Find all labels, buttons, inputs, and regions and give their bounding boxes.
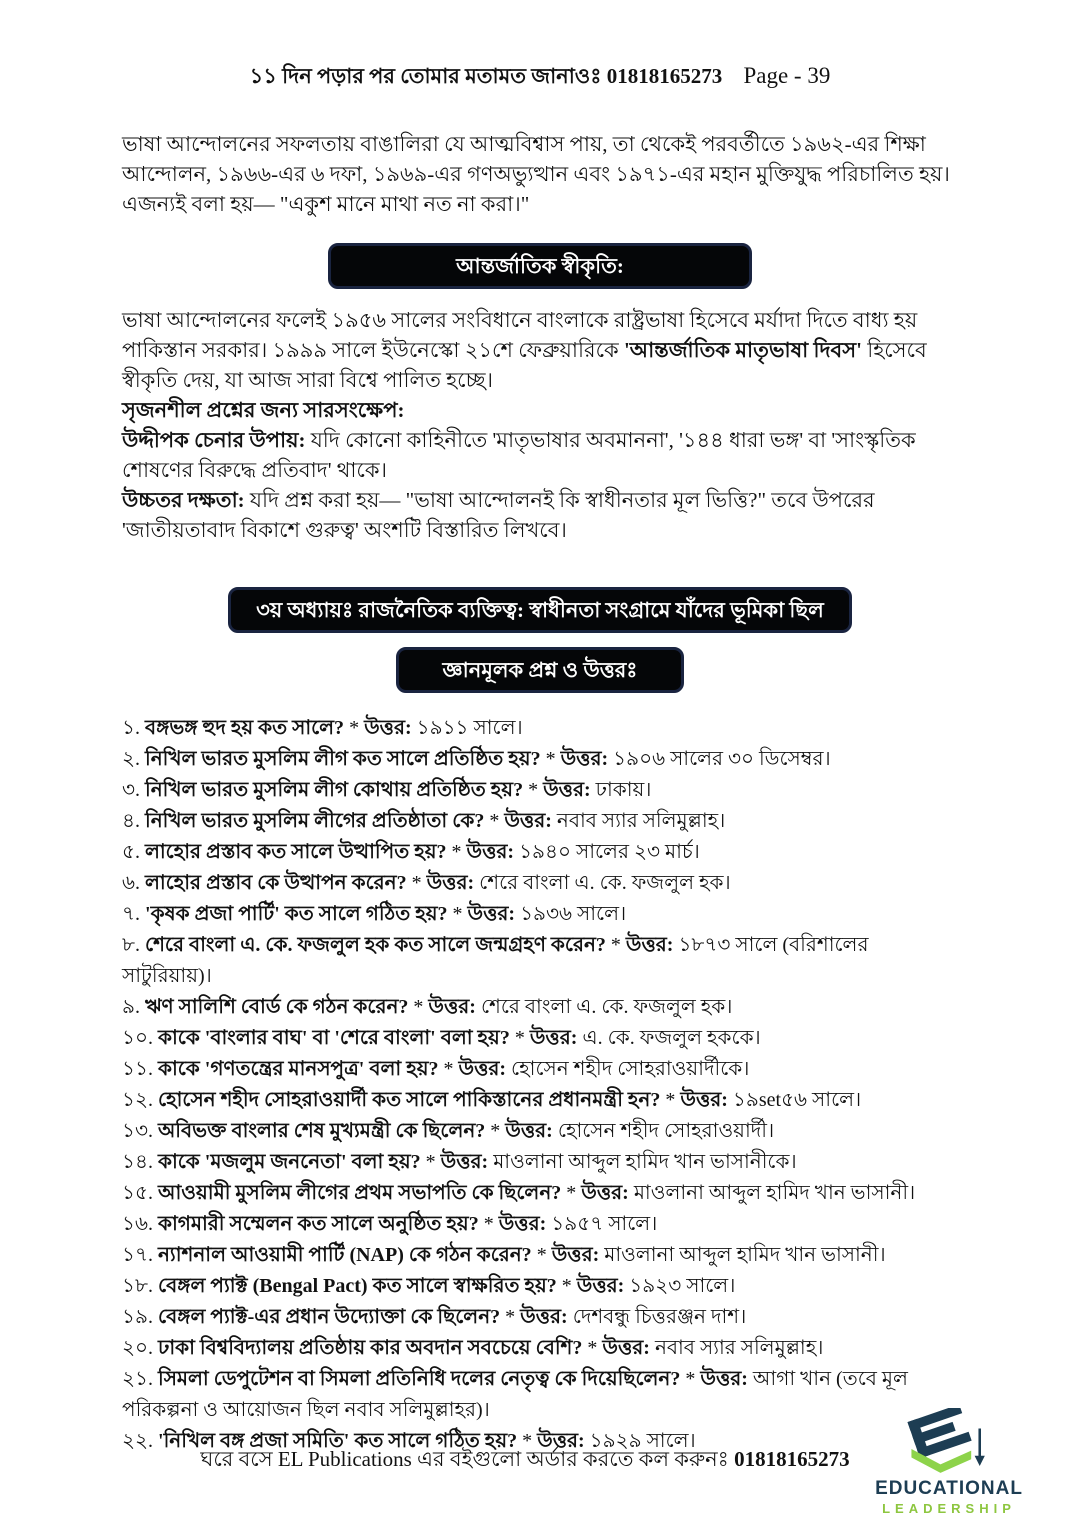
qa-item [122, 1271, 958, 1302]
qa-answer: ১৯৪০ সালের ২৩ মার্চ। [519, 841, 700, 863]
qa-number: ১২. [122, 1089, 153, 1111]
qa-item [122, 868, 958, 899]
qa-number: ১৭. [122, 1244, 153, 1266]
qa-separator: * [566, 1182, 577, 1204]
qa-item [122, 1147, 958, 1178]
qa-separator: * [451, 841, 462, 863]
qa-item [122, 775, 958, 806]
qa-item [122, 1116, 958, 1147]
qa-separator: * [561, 1275, 572, 1297]
qa-answer-label: উত্তর: [581, 1182, 629, 1204]
qa-answer-label: উত্তর: [504, 810, 552, 832]
qa-answer-label: উত্তর: [700, 1368, 748, 1390]
qa-number: ১৮. [122, 1275, 153, 1297]
qa-answer-label: উত্তর: [364, 717, 412, 739]
qa-question: ঋণ সালিশি বোর্ড কে গঠন করেন? [144, 996, 409, 1018]
qa-question: বেঙ্গল প্যাক্ট-এর প্রধান উদ্যোক্তা কে ছিলেন? [157, 1306, 501, 1328]
qa-answer-label: উত্তর: [529, 1027, 578, 1049]
qa-answer: শেরে বাংলা এ. কে. ফজলুল হক। [479, 872, 731, 894]
qa-item [122, 806, 958, 837]
stimulus-tip-line [122, 425, 958, 485]
qa-number: ৩. [122, 779, 141, 801]
qa-question: ন্যাশনাল আওয়ামী পার্টি (NAP) কে গঠন করেন? [157, 1244, 532, 1266]
qa-question: কাকে 'বাংলার বাঘ' বা 'শেরে বাংলা' বলা হয়? [157, 1027, 510, 1049]
qa-separator: * [425, 1151, 436, 1173]
qa-question: লাহোর প্রস্তাব কে উত্থাপন করেন? [145, 872, 407, 894]
stimulus-tip-text: যদি কোনো কাহিনীতে 'মাতৃভাষার অবমাননা', '১৪৪ ধারা ভঙ্গ' বা 'সাংস্কৃতিক শোষণের বিরুদ্ধে প্রতিবাদ' থাকে। [122, 428, 916, 482]
qa-question: বেঙ্গল প্যাক্ট (Bengal Pact) কত সালে স্বাক্ষরিত হয়? [157, 1275, 557, 1297]
qa-answer: মাওলানা আব্দুল হামিদ খান ভাসানীকে। [493, 1151, 797, 1173]
qa-answer-label: উত্তর: [466, 841, 515, 863]
higher-skill-text: যদি প্রশ্ন করা হয়— "ভাষা আন্দোলনই কি স্বাধীনতার মূল ভিত্তি?" তবে উপরের 'জাতীয়তাবাদ বিকাশে গুরুত্ব' অংশটি বিস্তারিত লিখবে। [122, 488, 875, 542]
qa-question: অবিভক্ত বাংলার শেষ মুখ্যমন্ত্রী কে ছিলেন? [157, 1120, 486, 1142]
qa-separator: * [452, 903, 463, 925]
qa-question: লাহোর প্রস্তাব কত সালে উত্থাপিত হয়? [144, 841, 447, 863]
qa-question: কাকে 'গণতন্ত্রের মানসপুত্র' বলা হয়? [157, 1058, 439, 1080]
qa-question: 'নিখিল বঙ্গ প্রজা সমিতি' কত সালে গঠিত হয়? [158, 1430, 518, 1452]
qa-separator: * [505, 1306, 516, 1328]
banner-knowledge-questions: জ্ঞানমূলক প্রশ্ন ও উত্তরঃ [396, 647, 684, 693]
qa-item [122, 713, 958, 744]
qa-answer: হোসেন শহীদ সোহরাওয়ার্দীকে। [511, 1058, 750, 1080]
qa-separator: * [610, 934, 621, 956]
qa-answer: ১৮৭৩ সালে (বরিশালের সাটুরিয়ায়)। [122, 934, 869, 987]
footer-phone-number: 01818165273 [734, 1447, 850, 1471]
qa-number: ৭. [122, 903, 141, 925]
qa-answer: ঢাকায়। [595, 779, 652, 801]
qa-separator: * [685, 1368, 696, 1390]
qa-item [122, 1240, 958, 1271]
recognition-paragraph [122, 305, 958, 395]
qa-number: ৪. [122, 810, 140, 832]
qa-number: ১০. [122, 1027, 153, 1049]
qa-item [122, 837, 958, 868]
qa-number: ১৬. [122, 1213, 153, 1235]
qa-answer-label: উত্তর: [520, 1306, 568, 1328]
qa-number: ৮. [122, 934, 140, 956]
qa-separator: * [665, 1089, 676, 1111]
qa-number: ১. [122, 717, 140, 739]
qa-number: ১৫. [122, 1182, 153, 1204]
creative-summary-heading: সৃজনশীল প্রশ্নের জন্য সারসংক্ষেপ: [122, 398, 405, 422]
recognition-text-after: হিসেবে স্বীকৃতি দেয়, যা আজ সারা বিশ্বে পালিত হচ্ছে। [122, 338, 927, 392]
qa-answer-label: উত্তর: [551, 1244, 600, 1266]
qa-separator: * [514, 1027, 525, 1049]
qa-answer-label: উত্তর: [505, 1120, 553, 1142]
qa-separator: * [490, 1120, 501, 1142]
logo-subtitle: LEADERSHIP [882, 1501, 1016, 1516]
qa-answer: হোসেন শহীদ সোহরাওয়ার্দী। [557, 1120, 775, 1142]
qa-item [122, 899, 958, 930]
qa-item [122, 1085, 958, 1116]
footer-text: ঘরে বসে EL Publications এর বইগুলো অর্ডার করতে কল করুনঃ [200, 1447, 735, 1471]
qa-answer-label: উত্তর: [543, 779, 591, 801]
page-number: Page - 39 [743, 63, 831, 88]
graduation-e-icon [891, 1408, 1007, 1478]
qa-answer-label: উত্তর: [426, 872, 475, 894]
qa-question: আওয়ামী মুসলিম লীগের প্রথম সভাপতি কে ছিলেন? [157, 1182, 562, 1204]
qa-separator: * [545, 748, 556, 770]
qa-answer-label: উত্তর: [537, 1430, 585, 1452]
qa-number: ১৯. [122, 1306, 153, 1328]
qa-item [122, 744, 958, 775]
qa-separator: * [411, 872, 422, 894]
qa-separator: * [349, 717, 360, 739]
qa-question: শেরে বাংলা এ. কে. ফজলুল হক কত সালে জন্মগ্রহণ করেন? [144, 934, 606, 956]
logo-icon-wrap [860, 1408, 1038, 1478]
intro-paragraph-text: ভাষা আন্দোলনের সফলতায় বাঙালিরা যে আত্মবিশ্বাস পায়, তা থেকেই পরবর্তীতে ১৯৬২-এর শিক্ষা আন্দোলন, ১৯৬৬-এর ৬ দফা, ১৯৬৯-এর গণঅভ্যুত্থান এবং ১৯৭১-এর মহান মুক্তিযুদ্ধ পরিচালিত হয়। এজন্যই বলা হয়— "একুশ মানে মাথা নত না করা।" [122, 132, 950, 216]
qa-answer-label: উত্তর: [602, 1337, 650, 1359]
stimulus-tip-label: উদ্দীপক চেনার উপায়: [122, 428, 306, 452]
qa-item [122, 1209, 958, 1240]
qa-question: ঢাকা বিশ্ববিদ্যালয় প্রতিষ্ঠায় কার অবদান সবচেয়ে বেশি? [158, 1337, 583, 1359]
page-header [122, 0, 958, 95]
qa-number: ৫. [122, 841, 140, 863]
qa-item [122, 1023, 958, 1054]
qa-separator: * [587, 1337, 598, 1359]
qa-number: ২১. [122, 1368, 153, 1390]
qa-answer: ১৯০৬ সালের ৩০ ডিসেম্বর। [613, 748, 831, 770]
qa-item [122, 992, 958, 1023]
qa-number: ১৩. [122, 1120, 153, 1142]
qa-answer-label: উত্তর: [576, 1275, 625, 1297]
qa-answer: নবাব স্যার সলিমুল্লাহ। [556, 810, 726, 832]
qa-item [122, 1333, 958, 1364]
educational-leadership-logo [860, 1408, 1038, 1518]
qa-separator: * [483, 1213, 494, 1235]
recognition-text-before: ভাষা আন্দোলনের ফলেই ১৯৫৬ সালের সংবিধানে বাংলাকে রাষ্ট্রভাষা হিসেবে মর্যাদা দিতে বাধ্য হয় পাকিস্তান সরকার। ১৯৯৯ সালে ইউনেস্কো ২১শে ফেব্রুয়ারিকে [122, 308, 918, 362]
qa-number: ১১. [122, 1058, 153, 1080]
tassel-arrow-icon [975, 1428, 985, 1466]
qa-answer: ১৯১১ সালে। [416, 717, 523, 739]
qa-answer: ১৯২৯ সালে। [589, 1430, 696, 1452]
qa-answer: নবাব স্যার সলিমুল্লাহ। [654, 1337, 824, 1359]
qa-number: ১৪. [122, 1151, 153, 1173]
qa-separator: * [489, 810, 500, 832]
qa-answer: মাওলানা আব্দুল হামিদ খান ভাসানী। [604, 1244, 886, 1266]
qa-number: ২২. [122, 1430, 154, 1452]
qa-question: হোসেন শহীদ সোহরাওয়ার্দী কত সালে পাকিস্তানের প্রধানমন্ত্রী হন? [157, 1089, 661, 1111]
qa-answer-label: উত্তর: [458, 1058, 507, 1080]
qa-answer-label: উত্তর: [625, 934, 674, 956]
qa-answer-label: উত্তর: [680, 1089, 728, 1111]
qa-separator: * [443, 1058, 454, 1080]
qa-question: নিখিল ভারত মুসলিম লীগ কত সালে প্রতিষ্ঠিত হয়? [145, 748, 541, 770]
qa-question: নিখিল ভারত মুসলিম লীগ কোথায় প্রতিষ্ঠিত হয়? [145, 779, 524, 801]
intro-paragraph [122, 129, 958, 219]
qa-separator: * [536, 1244, 547, 1266]
qa-question: 'কৃষক প্রজা পার্টি' কত সালে গঠিত হয়? [145, 903, 448, 925]
higher-skill-label: উচ্চতর দক্ষতা: [122, 488, 245, 512]
qa-number: ২. [122, 748, 141, 770]
header-feedback-line: ১১ দিন পড়ার পর তোমার মতামত জানাওঃ 01818165273 [249, 64, 723, 88]
qa-answer: আগা খান (তবে মূল পরিকল্পনা ও আয়োজন ছিল নবাব সলিমুল্লাহর)। [122, 1368, 908, 1421]
qa-answer: শেরে বাংলা এ. কে. ফজলুল হক। [480, 996, 733, 1018]
qa-item [122, 1364, 958, 1426]
qa-separator: * [413, 996, 424, 1018]
e-mark [908, 1408, 972, 1458]
qa-answer: এ. কে. ফজলুল হককে। [582, 1027, 761, 1049]
banner-international-recognition: আন্তর্জাতিক স্বীকৃতি: [328, 243, 752, 289]
qa-number: ৬. [122, 872, 141, 894]
qa-answer: ১৯২৩ সালে। [629, 1275, 736, 1297]
qa-question: কাকে 'মজলুম জননেতা' বলা হয়? [157, 1151, 421, 1173]
qa-item [122, 930, 958, 992]
qa-answer: দেশবন্ধু চিত্তরঞ্জন দাশ। [572, 1306, 747, 1328]
qa-list [122, 713, 958, 1457]
recognition-bold-phrase: 'আন্তর্জাতিক মাতৃভাষা দিবস' [623, 338, 862, 362]
qa-answer-label: উত্তর: [560, 748, 609, 770]
qa-question: নিখিল ভারত মুসলিম লীগের প্রতিষ্ঠাতা কে? [144, 810, 485, 832]
qa-question: কাগমারী সম্মেলন কত সালে অনুষ্ঠিত হয়? [157, 1213, 479, 1235]
qa-answer: মাওলানা আব্দুল হামিদ খান ভাসানী। [633, 1182, 916, 1204]
qa-answer: ১৯৫৭ সালে। [551, 1213, 658, 1235]
qa-item [122, 1302, 958, 1333]
qa-answer-label: উত্তর: [440, 1151, 489, 1173]
qa-separator: * [522, 1430, 533, 1452]
qa-question: বঙ্গভঙ্গ হুদ হয় কত সালে? [144, 717, 345, 739]
qa-answer-label: উত্তর: [467, 903, 516, 925]
qa-separator: * [528, 779, 539, 801]
qa-number: ২০. [122, 1337, 154, 1359]
qa-number: ৯. [122, 996, 140, 1018]
qa-item [122, 1178, 958, 1209]
qa-answer-label: উত্তর: [428, 996, 476, 1018]
banner-chapter-3: ৩য় অধ্যায়ঃ রাজনৈতিক ব্যক্তিত্ব: স্বাধীনতা সংগ্রামে যাঁদের ভূমিকা ছিল [228, 587, 852, 633]
qa-answer: ১৯set৫৬ সালে। [732, 1089, 862, 1111]
qa-answer-label: উত্তর: [498, 1213, 547, 1235]
qa-answer: ১৯৩৬ সালে। [520, 903, 627, 925]
qa-item [122, 1054, 958, 1085]
higher-skill-line [122, 485, 958, 545]
qa-question: সিমলা ডেপুটেশন বা সিমলা প্রতিনিধি দলের নেতৃত্ব কে দিয়েছিলেন? [157, 1368, 681, 1390]
logo-title: EDUCATIONAL [875, 1478, 1023, 1499]
